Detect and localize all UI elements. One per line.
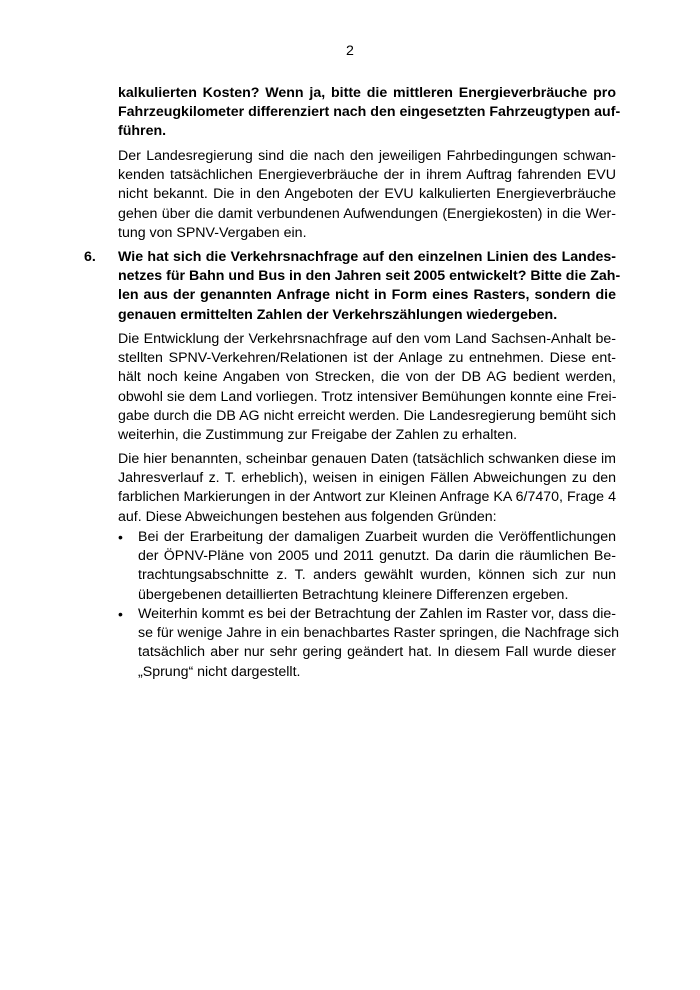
- answer-line: hält noch keine Angaben von Strecken, die von der DB AG bedient werden,: [118, 369, 616, 386]
- question-6: [118, 248, 621, 325]
- bullet-text: [138, 605, 620, 682]
- question-line: führen.: [118, 123, 167, 140]
- question-line: genauen ermittelten Zahlen der Verkehrszählungen wiedergeben.: [118, 306, 558, 323]
- bullet-line: Bei der Erarbeitung der damaligen Zuarbeit wurden die Veröffentlichungen: [138, 529, 616, 545]
- answer-paragraph: [118, 330, 616, 445]
- bullet-icon: •: [118, 529, 123, 545]
- question-line: Wie hat sich die Verkehrsnachfrage auf den einzelnen Linien des Landes-: [118, 249, 616, 265]
- answer-line: auf. Diese Abweichungen bestehen aus folgenden Gründen:: [118, 508, 497, 525]
- answer-paragraph: [118, 450, 616, 527]
- question-line: netzes für Bahn und Bus in den Jahren seit 2005 entwickelt? Bitte die Zah-: [118, 268, 621, 285]
- answer-line: gabe durch die DB AG nicht erreicht werden. Die Landesregierung bemüht sich: [118, 407, 616, 424]
- page-number: 2: [346, 43, 354, 59]
- question-continued: [118, 84, 621, 142]
- bullet-text: [138, 528, 616, 605]
- question-number: 6.: [84, 249, 96, 265]
- bullet-line: „Sprung“ nicht dargestellt.: [138, 663, 301, 680]
- answer-line: nicht bekannt. Die in den Angeboten der EVU kalkulierten Energieverbräuche: [118, 186, 616, 203]
- answer-line: weiterhin, die Zustimmung zur Freigabe der Zahlen zu erhalten.: [118, 427, 518, 444]
- answer-paragraph: [118, 147, 616, 243]
- answer-line: tung von SPNV-Vergaben ein.: [118, 224, 307, 241]
- question-line: len aus der genannten Anfrage nicht in Form eines Rasters, sondern die: [118, 287, 616, 304]
- bullet-line: trachtungsabschnitte z. T. anders gewählt wurden, können sich zur nun: [138, 567, 616, 584]
- bullet-line: übergebenen detaillierten Betrachtung kleinere Differenzen ergeben.: [138, 586, 569, 603]
- question-line: Fahrzeugkilometer differenziert nach den eingesetzten Fahrzeugtypen auf-: [118, 104, 621, 121]
- bullet-icon: •: [118, 606, 123, 622]
- answer-line: Jahresverlauf z. T. erheblich), weisen in einigen Fällen Abweichungen zu den: [118, 470, 616, 487]
- answer-line: farblichen Markierungen in der Antwort zur Kleinen Anfrage KA 6/7470, Frage 4: [118, 489, 616, 506]
- bullet-line: Weiterhin kommt es bei der Betrachtung der Zahlen im Raster vor, dass die-: [138, 606, 616, 622]
- answer-line: stellten SPNV-Verkehren/Relationen ist der Anlage zu entnehmen. Diese ent-: [118, 350, 616, 367]
- bullet-line: tatsächlich aber nur sehr gering geändert hat. In diesem Fall wurde dieser: [138, 644, 616, 661]
- bullet-line: der ÖPNV-Pläne von 2005 und 2011 genutzt. Da darin die räumlichen Be-: [138, 548, 616, 565]
- question-line: kalkulierten Kosten? Wenn ja, bitte die mittleren Energieverbräuche pro: [118, 85, 616, 101]
- answer-line: Die hier benannten, scheinbar genauen Daten (tatsächlich schwanken diese im: [118, 451, 616, 467]
- answer-line: gehen über die damit verbundenen Aufwendungen (Energiekosten) in die Wer-: [118, 205, 616, 222]
- answer-line: obwohl sie dem Land vorliegen. Trotz intensiver Bemühungen konnte eine Frei-: [118, 388, 617, 405]
- answer-line: Die Entwicklung der Verkehrsnachfrage auf den vom Land Sachsen-Anhalt be-: [118, 331, 616, 347]
- bullet-line: se für wenige Jahre in ein benachbartes Raster springen, die Nachfrage sich: [138, 625, 620, 642]
- answer-line: kenden tatsächlichen Energieverbräuche der in ihrem Auftrag fahrenden EVU: [118, 167, 616, 184]
- answer-line: Der Landesregierung sind die nach den jeweiligen Fahrbedingungen schwan-: [118, 148, 616, 164]
